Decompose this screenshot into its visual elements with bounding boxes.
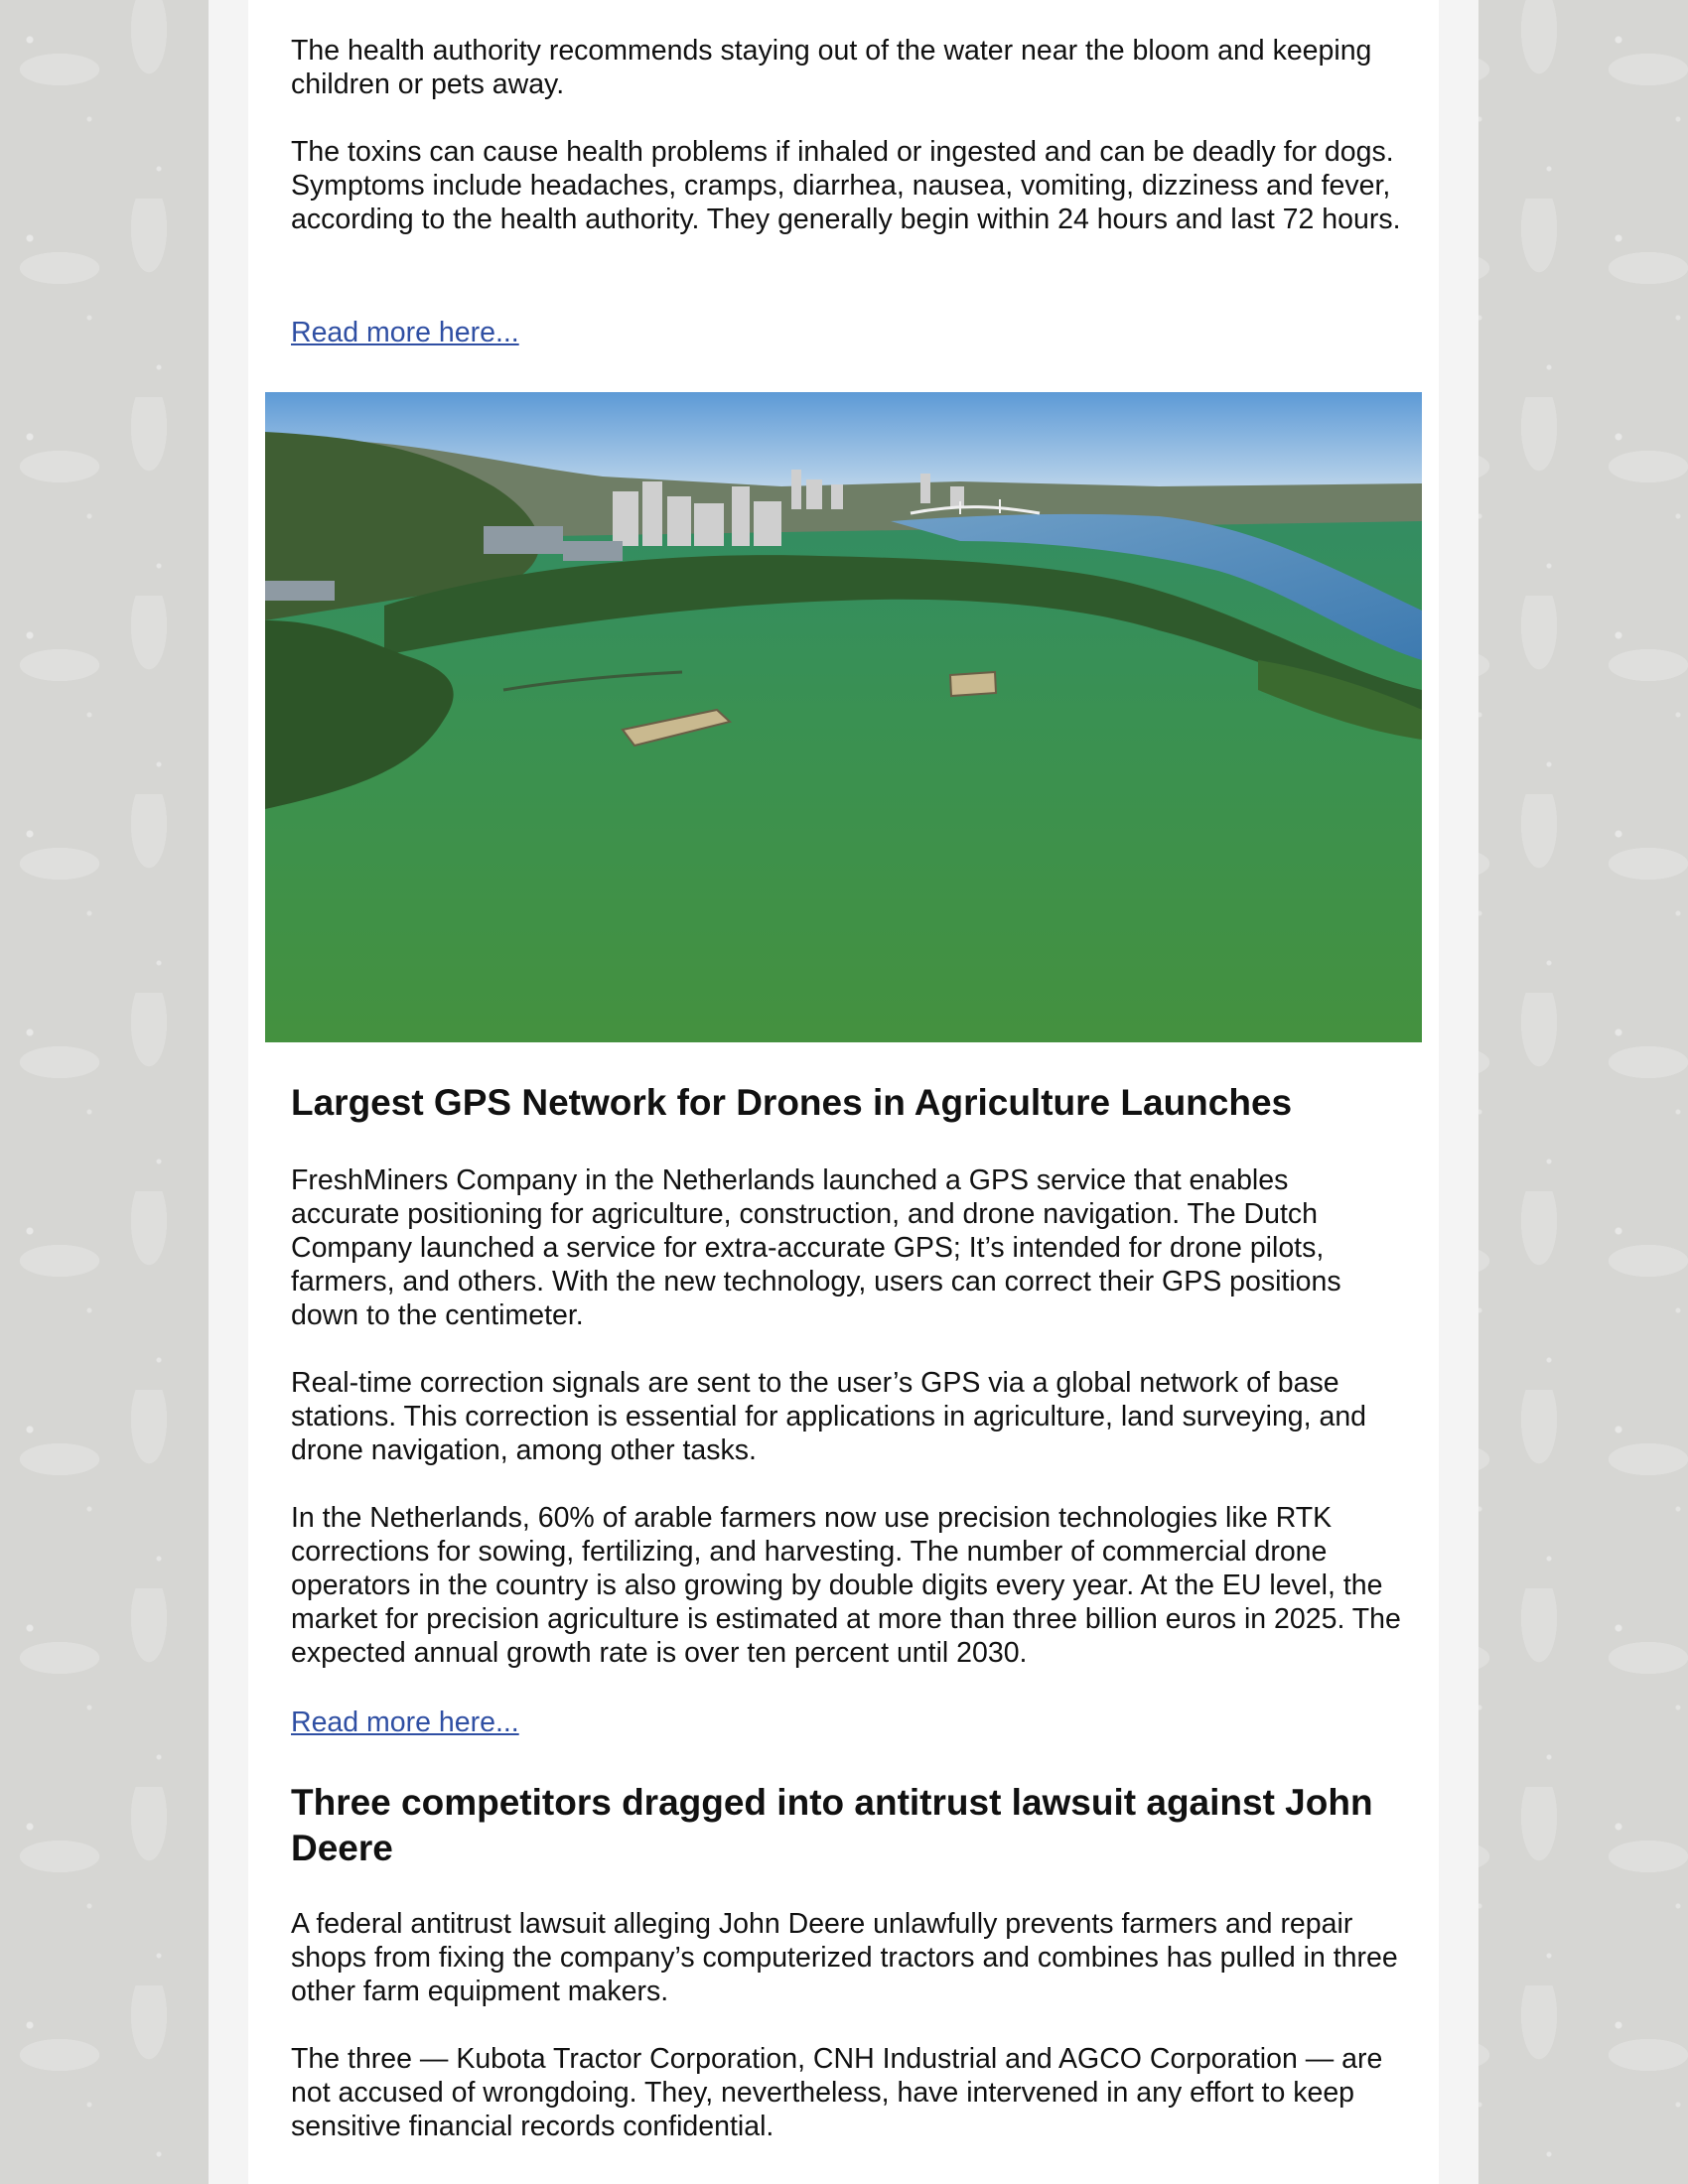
aerial-lake-photo [265, 392, 1422, 1042]
right-gutter [1439, 0, 1478, 2184]
article-2-read-more-wrap [291, 1706, 1403, 1739]
article-1-para-2-text: The toxins can cause health problems if inhaled or ingested and can be deadly for dogs. Symptoms include headaches, cramps, diarrhea, nausea, vomiting, dizziness and fever, according to the health authority. They generally begin within 24 hours and last 72 hours. [291, 136, 1401, 235]
article-2-para-3-text: In the Netherlands, 60% of arable farmers now use precision technologies like RTK corrections for sowing, fertilizing, and harvesting. The number of commercial drone operators in the country is also growing by double digits every year. At the EU level, the market for precision agriculture is estimated at more than three billion euros in 2025. The expected annual growth rate is over ten percent until 2030. [291, 1502, 1401, 1669]
article-2-title: Largest GPS Network for Drones in Agriculture Launches [291, 1082, 1293, 1123]
article-3-paragraph-1 [291, 1907, 1403, 2008]
article-1-paragraph-2 [291, 135, 1403, 236]
article-3-paragraph-2 [291, 2042, 1403, 2143]
article-2-para-1-text: FreshMiners Company in the Netherlands launched a GPS service that enables accurate positioning for agriculture, construction, and drone navigation. The Dutch Company launched a service for extra-accurate GPS; It’s intended for drone pilots, farmers, and others. With the new technology, users can correct their GPS positions down to the centimeter. [291, 1164, 1341, 1331]
article-3-para-2-text: The three — Kubota Tractor Corporation, CNH Industrial and AGCO Corporation — are not accused of wrongdoing. They, nevertheless, have intervened in any effort to keep sensitive financial records confidential. [291, 2043, 1383, 2142]
left-gutter [209, 0, 248, 2184]
article-1-read-more-wrap [291, 316, 1403, 349]
article-2-paragraph-2 [291, 1366, 1403, 1467]
article-2-paragraph-1 [291, 1163, 1403, 1332]
article-1-paragraph-1 [291, 34, 1403, 101]
article-2-paragraph-3 [291, 1501, 1403, 1670]
article-3-title: Three competitors dragged into antitrust lawsuit against John Deere [291, 1782, 1373, 1868]
article-1-read-more-link[interactable]: Read more here... [291, 317, 519, 348]
article-2-title-wrap [291, 1080, 1403, 1126]
article-2-para-2-text: Real-time correction signals are sent to the user’s GPS via a global network of base stations. This correction is essential for applications in agriculture, land surveying, and drone navigation, among other tasks. [291, 1367, 1367, 1466]
article-2-read-more-link[interactable]: Read more here... [291, 1706, 519, 1738]
article-3-para-1-text: A federal antitrust lawsuit alleging John Deere unlawfully prevents farmers and repair shops from fixing the company’s computerized tractors and combines has pulled in three other farm equipment makers. [291, 1908, 1398, 2007]
article-1-para-1-text: The health authority recommends staying out of the water near the bloom and keeping children or pets away. [291, 35, 1372, 100]
aerial-lake-photo-icon [265, 392, 1422, 1042]
article-3-title-wrap [291, 1780, 1403, 1871]
newsletter-content [248, 0, 1439, 2184]
